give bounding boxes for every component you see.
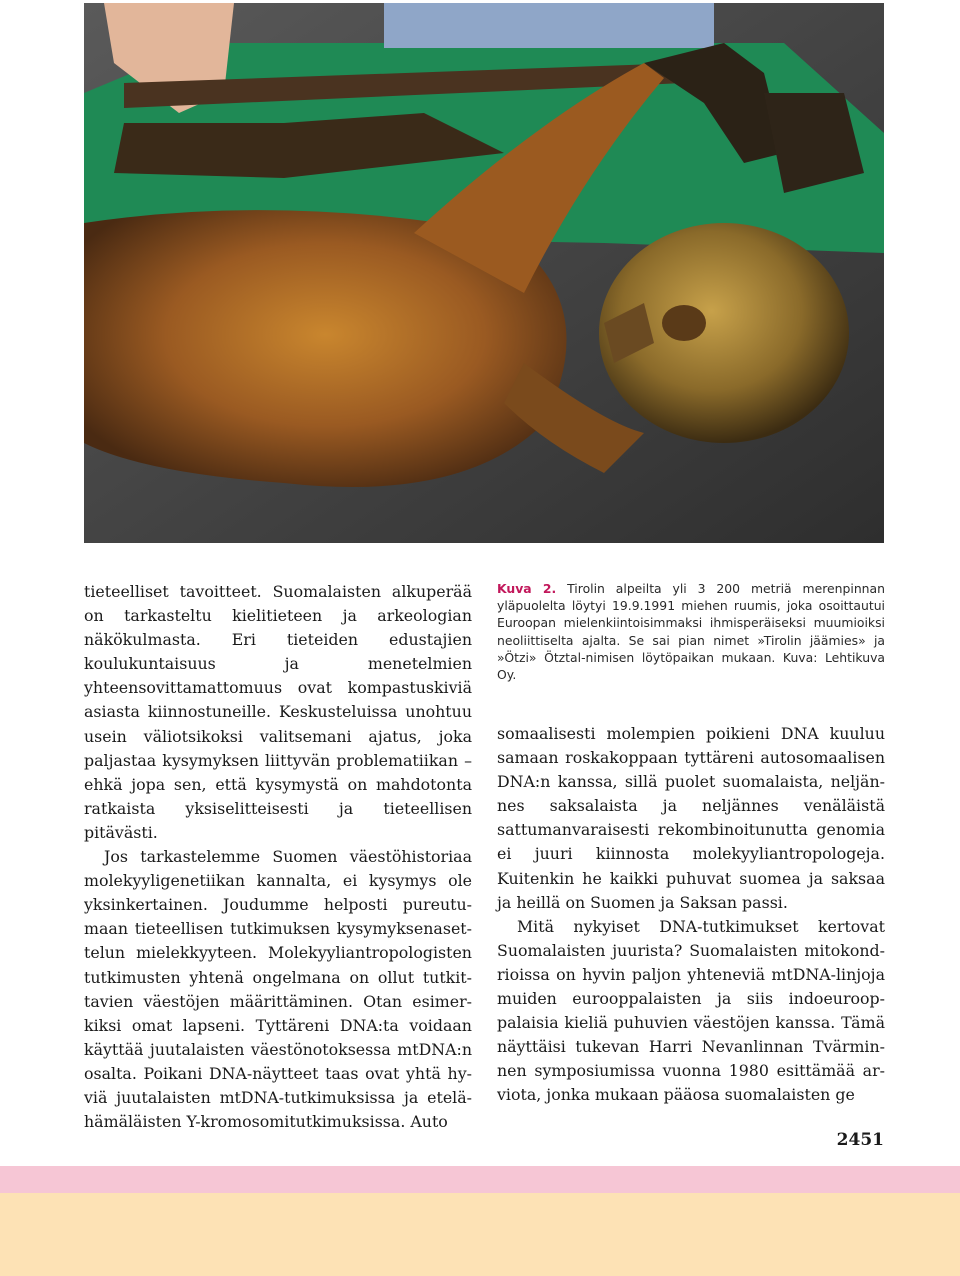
right-paragraph-1: somaalisesti molempien poikieni DNA kuuluu samaan roskakoppaan tyttäreni autosomaalisen DNA:n kanssa, sillä puolet suomalaista, neljännes saksalaista ja neljännes venäläistä sattumanvaraisesti rekombinoitunutta genomia ei juuri kiinnosta molekyyliantropologeja. Kuitenkin he kaikki puhuvat suomea ja saksaa ja heillä on Suomen ja Saksan passi.	[497, 724, 885, 912]
figure-photo	[84, 3, 884, 543]
figure-caption-text: Tirolin alpeilta yli 3 200 metriä merenpinnan yläpuolelta löytyi 19.9.1991 miehen ruumis, joka osoittautui Euroopan mielenkiintoisimmaksi ihmisperäiseksi muumioiksi neoliittiselta ajalta. Se sai pian nimet »Tirolin jäämies» ja »Ötzi» Ötztal-nimisen löytöpaikan mukaan. Kuva: Lehtikuva Oy.	[497, 581, 885, 683]
footer-band-peach	[0, 1193, 960, 1276]
left-paragraph-2: Jos tarkastelemme Suomen väestöhistoriaa molekyyligenetiikan kannalta, ei kysymys ole yksinkertainen. Joudumme helposti pureutumaan tieteellisen tutkimuksen kysymyksenasettelun mielekkyyteen. Molekyyliantropologisten tutkimusten yhtenä ongelmana on ollut tutkittavien väestöjen määrittäminen. Otan esimerkiksi omat lapseni. Tyttäreni DNA:ta voidaan käyttää juutalaisten väestönotoksessa mtDNA:n osalta. Poikani DNA-näytteet taas ovat yhtä hyviä juutalaisten mtDNA-tutkimuksissa ja etelähämäläisten Y-kromosomitutkimuksissa. Auto	[84, 847, 472, 1132]
figure-label: Kuva 2.	[497, 581, 557, 596]
figure-caption	[497, 580, 885, 683]
left-text-column	[84, 580, 472, 1134]
right-text-column	[497, 722, 885, 1108]
footer-band-pink	[0, 1166, 960, 1193]
right-paragraph-2: Mitä nykyiset DNA-tutkimukset kertovat Suomalaisten juurista? Suomalaisten mitokondrioissa on hyvin paljon yhteneviä mtDNA-linjoja muiden eurooppalaisten ja siis indoeurooppalaisia kieliä puhuvien väestöjen kanssa. Tämä näyttäisi tukevan Harri Nevanlinnan Tvärminnen symposiumissa vuonna 1980 esittämää arviota, jonka mukaan pääosa suomalaisten ge	[497, 916, 885, 1105]
left-paragraph-1: tieteelliset tavoitteet. Suomalaisten alkuperää on tarkasteltu kielitieteen ja arkeologian näkökulmasta. Eri tieteiden edustajien koulukuntaisuus ja menetelmien yhteensovittamattomuus ovat kompastuskiviä asiasta kiinnostuneille. Keskusteluissa unohtuu usein väliotsikoksi valitsemani ajatus, joka paljastaa kysymyksen liittyvän problematiikan – ehkä jopa sen, että kysymystä on mahdotonta ratkaista yksiselitteisesti ja tieteellisen pitävästi.	[84, 582, 472, 842]
page-number: 2451	[836, 1130, 884, 1150]
